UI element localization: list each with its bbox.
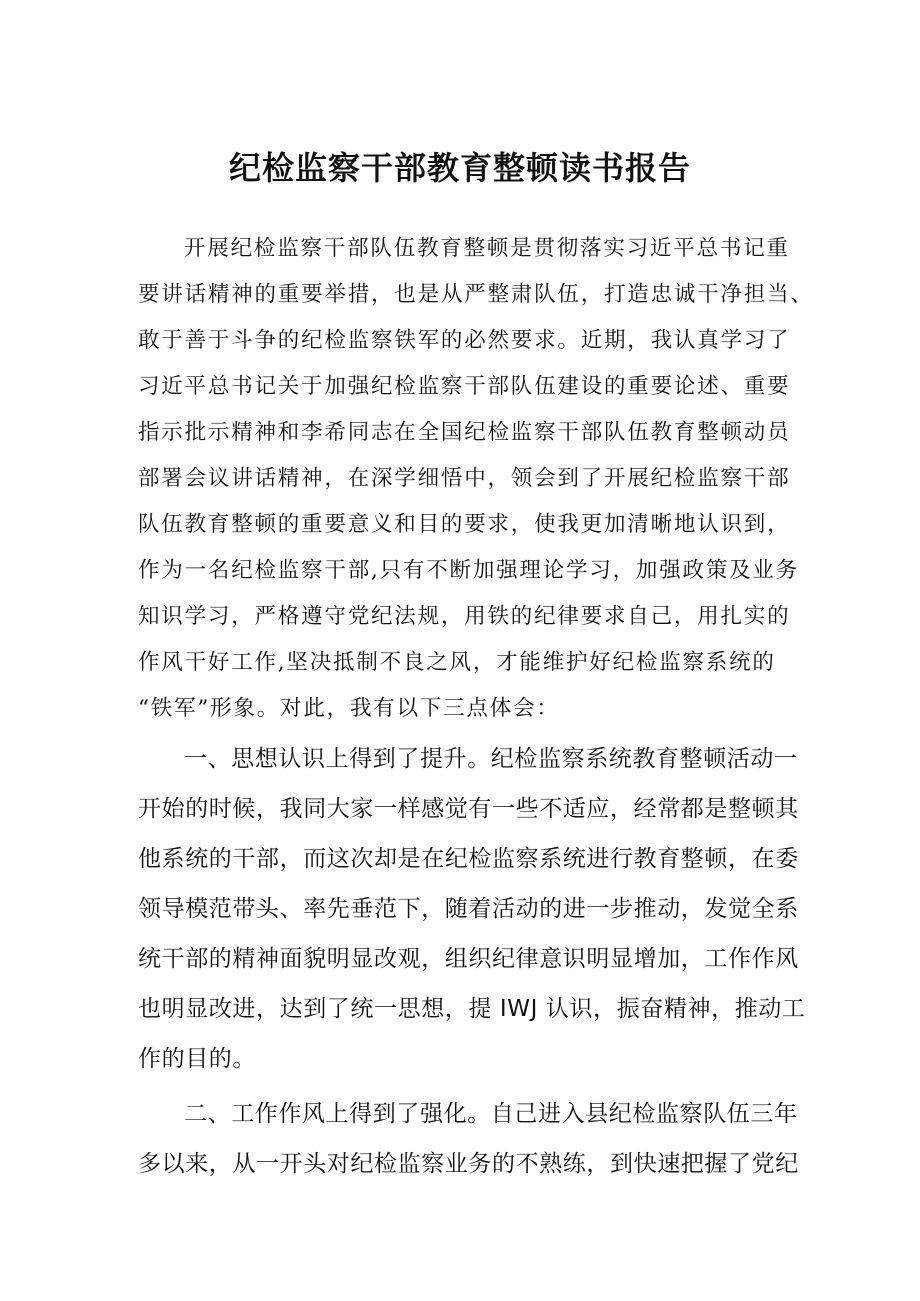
section2-line: 多以来，从一开头对纪检监察业务的不熟练，到快速把握了党纪 xyxy=(138,1151,799,1177)
intro-line: 部署会议讲话精神，在深学细悟中，领会到了开展纪检监察干部 xyxy=(138,466,791,491)
section1-line: 领导模范带头、率先垂范下，随着活动的进一步推动，发觉全系 xyxy=(138,896,799,922)
section2-line: 二、工作作风上得到了强化。自己进入县纪检监察队伍三年 xyxy=(184,1101,798,1127)
section1-line: 开始的时候，我同大家一样感觉有一些不适应，经常都是整顿其 xyxy=(138,796,799,822)
intro-line: 作为一名纪检监察干部,只有不断加强理论学习，加强政策及业务 xyxy=(138,558,800,583)
intro-line: 开展纪检监察干部队伍教育整顿是贯彻落实习近平总书记重 xyxy=(184,236,790,261)
section1-line: 统干部的精神面貌明显改观，组织纪律意识明显增加，工作作风 xyxy=(138,946,799,972)
intro-line: 队伍教育整顿的重要意义和目的要求，使我更加清晰地认识到， xyxy=(138,512,791,537)
intro-line: 知识学习，严格遵守党纪法规，用铁的纪律要求自己，用扎实的 xyxy=(138,604,791,629)
intro-line: “铁军”形象。对此，我有以下三点体会： xyxy=(138,696,560,721)
document-title: 纪检监察干部教育整顿读书报告 xyxy=(228,149,691,187)
intro-line: 习近平总书记关于加强纪检监察干部队伍建设的重要论述、重要 xyxy=(138,374,791,399)
intro-line: 指示批示精神和李希同志在全国纪检监察干部队伍教育整顿动员 xyxy=(138,420,791,445)
section1-line: 一、思想认识上得到了提升。纪检监察系统教育整顿活动一 xyxy=(184,746,798,772)
section1-line: 也明显改进，达到了统一思想，提 IWJ 认识，振奋精神，推动工 xyxy=(138,996,806,1022)
intro-line: 要讲话精神的重要举措，也是从严整肃队伍，打造忠诚干净担当、 xyxy=(138,282,814,307)
section1-line: 他系统的干部，而这次却是在纪检监察系统进行教育整顿，在委 xyxy=(138,846,799,872)
intro-line: 作风干好工作,坚决抵制不良之风，才能维护好纪检监察系统的 xyxy=(138,650,776,675)
intro-line: 敢于善于斗争的纪检监察铁军的必然要求。近期，我认真学习了 xyxy=(138,328,791,353)
section1-line: 作的目的。 xyxy=(138,1046,256,1072)
